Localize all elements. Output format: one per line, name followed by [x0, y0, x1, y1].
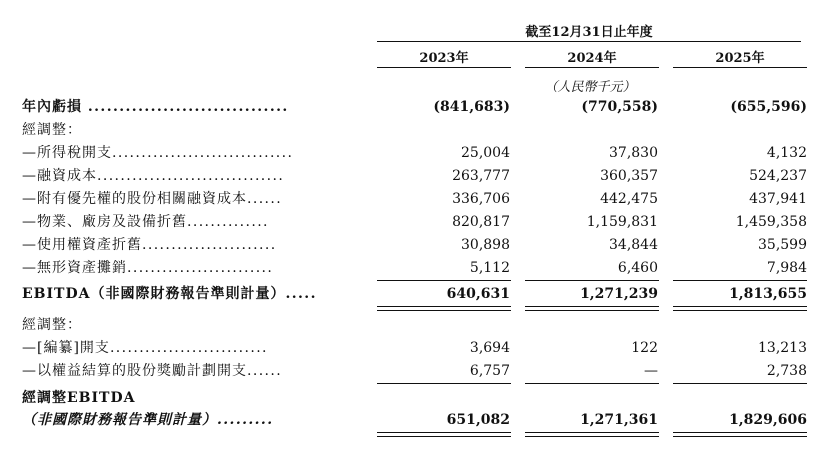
table-row — [22, 257, 807, 279]
value-2024: — — [644, 363, 658, 379]
table-row — [22, 337, 807, 359]
value-2025: 13,213 — [758, 340, 807, 356]
table-row — [22, 165, 807, 187]
table-row — [22, 142, 807, 164]
value-2023: 3,694 — [469, 340, 510, 356]
value-2024: 1,271,239 — [580, 286, 658, 302]
total-double-rule-2023 — [377, 432, 511, 437]
row-label: （非國際財務報告準則計量）......... — [22, 412, 274, 428]
row-label: —以權益結算的股份獎勵計劃開支...... — [22, 363, 283, 379]
value-2024: (770,558) — [581, 99, 658, 115]
value-2025: 2,738 — [766, 363, 807, 379]
row-label: —物業、廠房及設備折舊.............. — [22, 214, 269, 230]
unit-label: （人民幣千元） — [544, 80, 636, 95]
value-2025: (655,596) — [730, 99, 807, 115]
value-2023: 820,817 — [452, 214, 510, 230]
row-label: —無形資產攤銷......................... — [22, 260, 274, 276]
total-double-rule-2023 — [377, 306, 511, 311]
row-label: 經調整： — [22, 317, 82, 333]
row-label: —附有優先權的股份相關融資成本...... — [22, 191, 283, 207]
row-label: 經調整： — [22, 122, 82, 138]
value-2025: 524,237 — [749, 168, 807, 184]
header-rule — [377, 41, 801, 42]
value-2023: 25,004 — [461, 145, 510, 161]
row-label: 年內虧損 ................................ — [22, 99, 289, 115]
value-2024: 1,271,361 — [580, 412, 658, 428]
value-2023: 5,112 — [469, 260, 510, 276]
value-2024: 34,844 — [609, 237, 658, 253]
value-2025: 1,829,606 — [729, 412, 807, 428]
table-row-adjusted-ebitda-title — [22, 387, 807, 409]
subtotal-rule-2023 — [377, 280, 511, 281]
year-2023-header: 2023年 — [419, 51, 469, 66]
table-row — [22, 234, 807, 256]
table-row — [22, 188, 807, 210]
table-row-adjusted-ebitda — [22, 409, 807, 431]
row-label: —[編纂]開支........................... — [22, 340, 268, 356]
year-rule-2024 — [525, 67, 659, 68]
table-row — [22, 119, 807, 141]
total-double-rule-2024 — [525, 306, 659, 311]
table-row — [22, 211, 807, 233]
subtotal-rule-2023 — [377, 383, 511, 384]
value-2024: 122 — [631, 340, 658, 356]
value-2023: 336,706 — [452, 191, 510, 207]
value-2023: 651,082 — [446, 412, 510, 428]
year-2024-header: 2024年 — [567, 51, 617, 66]
table-row — [22, 360, 807, 382]
value-2025: 35,599 — [758, 237, 807, 253]
row-label: 經調整EBITDA — [22, 390, 136, 406]
value-2025: 437,941 — [749, 191, 807, 207]
subtotal-rule-2025 — [673, 280, 807, 281]
total-double-rule-2025 — [673, 432, 807, 437]
value-2024: 1,159,831 — [586, 214, 658, 230]
year-2025-header: 2025年 — [715, 51, 765, 66]
value-2024: 442,475 — [600, 191, 658, 207]
year-rule-2025 — [673, 67, 807, 68]
table-row-ebitda — [22, 283, 807, 305]
value-2025: 1,813,655 — [729, 286, 807, 302]
value-2024: 37,830 — [609, 145, 658, 161]
row-label: —融資成本................................ — [22, 168, 285, 184]
table-row — [22, 314, 807, 336]
subtotal-rule-2024 — [525, 383, 659, 384]
total-double-rule-2024 — [525, 432, 659, 437]
value-2024: 6,460 — [617, 260, 658, 276]
year-rule-2023 — [377, 67, 511, 68]
subtotal-rule-2025 — [673, 383, 807, 384]
value-2023: 6,757 — [469, 363, 510, 379]
row-label: —所得稅開支............................... — [22, 145, 294, 161]
value-2023: 640,631 — [446, 286, 510, 302]
total-double-rule-2025 — [673, 306, 807, 311]
value-2023: 30,898 — [461, 237, 510, 253]
value-2025: 7,984 — [766, 260, 807, 276]
value-2025: 4,132 — [766, 145, 807, 161]
row-label: —使用權資產折舊....................... — [22, 237, 277, 253]
table-row — [22, 96, 807, 118]
row-label: EBITDA（非國際財務報告準則計量）..... — [22, 286, 317, 302]
subtotal-rule-2024 — [525, 280, 659, 281]
value-2023: (841,683) — [433, 99, 510, 115]
value-2024: 360,357 — [600, 168, 658, 184]
value-2023: 263,777 — [452, 168, 510, 184]
period-header: 截至12月31日止年度 — [525, 25, 653, 40]
value-2025: 1,459,358 — [735, 214, 807, 230]
